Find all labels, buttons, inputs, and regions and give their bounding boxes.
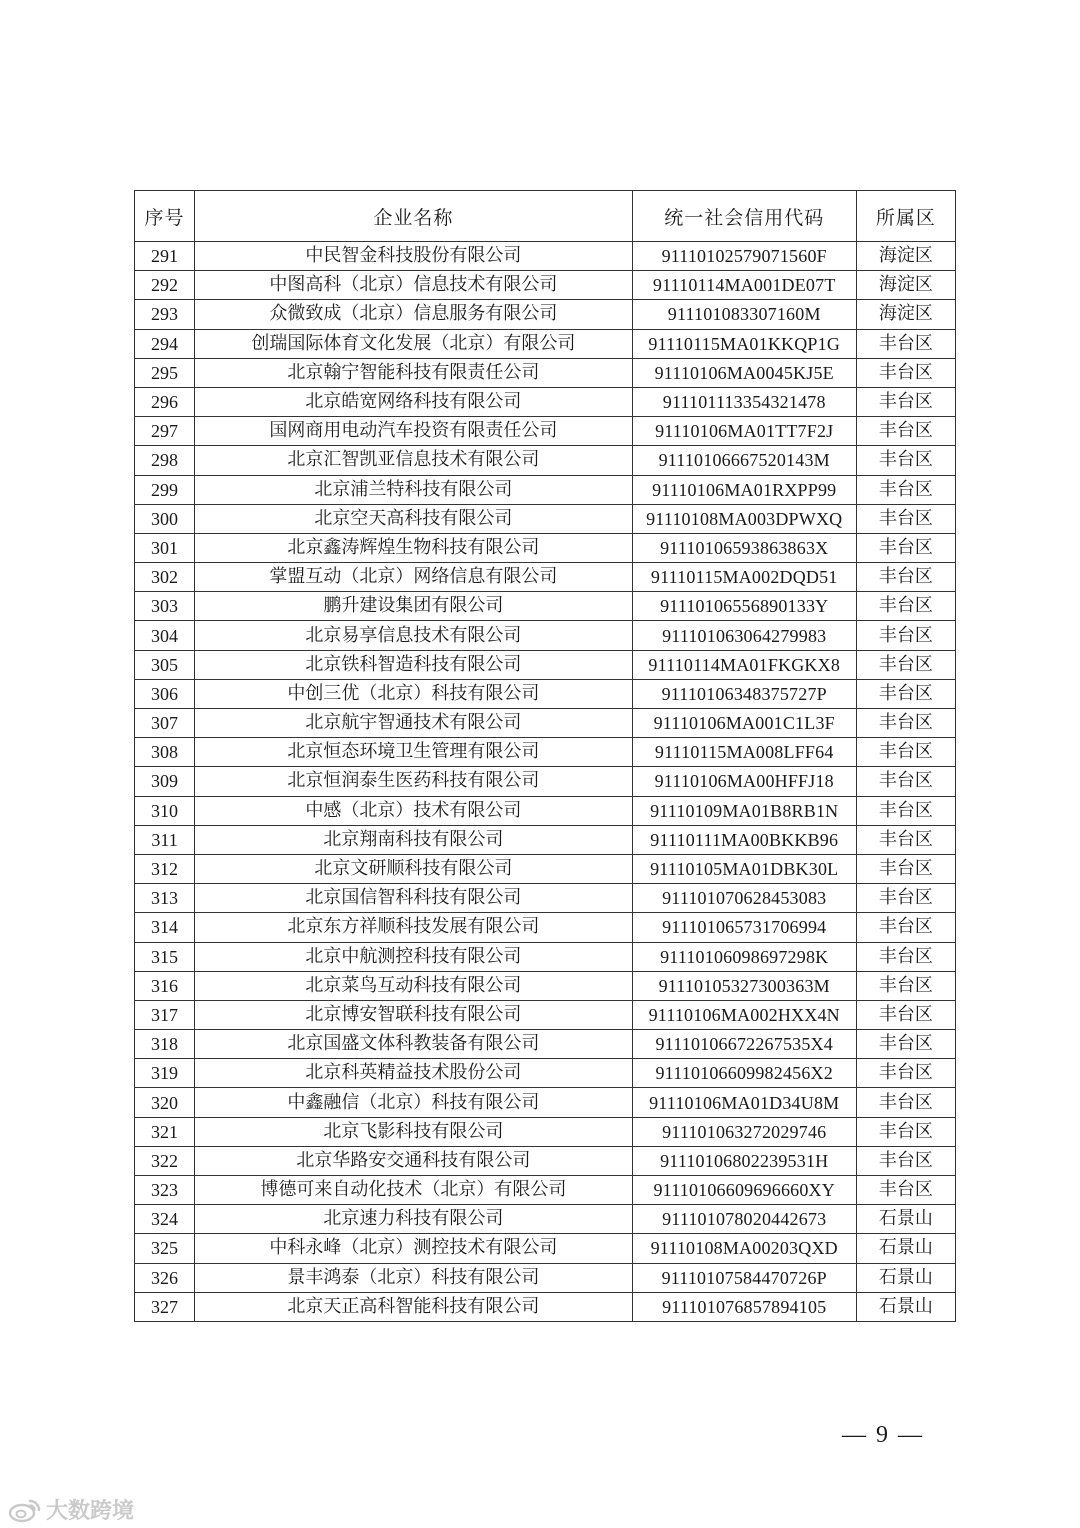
table-row <box>135 417 956 446</box>
cell-seq: 300 <box>135 504 195 533</box>
cell-district: 丰台区 <box>856 825 955 854</box>
cell-seq: 299 <box>135 475 195 504</box>
cell-credit-code: 911101083307160M <box>632 300 856 329</box>
cell-credit-code: 91110102579071560F <box>632 242 856 271</box>
cell-seq: 324 <box>135 1205 195 1234</box>
cell-company-name: 北京铁科智造科技有限公司 <box>195 650 633 679</box>
cell-credit-code: 91110107584470726P <box>632 1263 856 1292</box>
cell-seq: 297 <box>135 417 195 446</box>
cell-credit-code: 91110106609696660XY <box>632 1176 856 1205</box>
cell-company-name: 中科永峰（北京）测控技术有限公司 <box>195 1234 633 1263</box>
cell-credit-code: 91110105327300363M <box>632 971 856 1000</box>
cell-seq: 322 <box>135 1146 195 1175</box>
cell-credit-code: 91110106802239531H <box>632 1146 856 1175</box>
table-row <box>135 884 956 913</box>
table-row <box>135 1205 956 1234</box>
table-row <box>135 679 956 708</box>
cell-seq: 314 <box>135 913 195 942</box>
cell-district: 海淀区 <box>856 242 955 271</box>
cell-seq: 296 <box>135 387 195 416</box>
cell-company-name: 掌盟互动（北京）网络信息有限公司 <box>195 563 633 592</box>
cell-seq: 313 <box>135 884 195 913</box>
cell-district: 丰台区 <box>856 913 955 942</box>
cell-credit-code: 91110106MA00HFFJ18 <box>632 767 856 796</box>
cell-company-name: 创瑞国际体育文化发展（北京）有限公司 <box>195 329 633 358</box>
cell-district: 丰台区 <box>856 358 955 387</box>
cell-credit-code: 91110108MA00203QXD <box>632 1234 856 1263</box>
cell-credit-code: 91110111MA00BKKB96 <box>632 825 856 854</box>
table-row <box>135 738 956 767</box>
cell-seq: 292 <box>135 271 195 300</box>
cell-company-name: 中感（北京）技术有限公司 <box>195 796 633 825</box>
cell-seq: 291 <box>135 242 195 271</box>
table-row <box>135 971 956 1000</box>
table-row <box>135 709 956 738</box>
cell-company-name: 北京航宇智通技术有限公司 <box>195 709 633 738</box>
table-row <box>135 942 956 971</box>
cell-credit-code: 91110106667520143M <box>632 446 856 475</box>
table-row <box>135 271 956 300</box>
table-row <box>135 1263 956 1292</box>
table-row <box>135 1234 956 1263</box>
cell-seq: 315 <box>135 942 195 971</box>
cell-district: 丰台区 <box>856 884 955 913</box>
cell-company-name: 北京易享信息技术有限公司 <box>195 621 633 650</box>
cell-district: 丰台区 <box>856 1117 955 1146</box>
cell-seq: 310 <box>135 796 195 825</box>
table-row <box>135 563 956 592</box>
cell-company-name: 北京空天高科技有限公司 <box>195 504 633 533</box>
page-number: — 9 — <box>842 1422 924 1448</box>
table-row <box>135 1292 956 1321</box>
table-row <box>135 1088 956 1117</box>
cell-credit-code: 911101076857894105 <box>632 1292 856 1321</box>
cell-company-name: 北京皓宽网络科技有限公司 <box>195 387 633 416</box>
cell-seq: 326 <box>135 1263 195 1292</box>
header-district: 所属区 <box>856 191 955 242</box>
cell-district: 丰台区 <box>856 329 955 358</box>
cell-seq: 325 <box>135 1234 195 1263</box>
cell-company-name: 北京翰宁智能科技有限责任公司 <box>195 358 633 387</box>
cell-credit-code: 91110106MA001C1L3F <box>632 709 856 738</box>
cell-credit-code: 91110114MA01FKGKX8 <box>632 650 856 679</box>
table-row <box>135 358 956 387</box>
cell-credit-code: 91110115MA002DQD51 <box>632 563 856 592</box>
cell-seq: 323 <box>135 1176 195 1205</box>
cell-district: 丰台区 <box>856 563 955 592</box>
cell-seq: 306 <box>135 679 195 708</box>
header-name: 企业名称 <box>195 191 633 242</box>
cell-district: 海淀区 <box>856 300 955 329</box>
cell-credit-code: 91110108MA003DPWXQ <box>632 504 856 533</box>
cell-credit-code: 91110106556890133Y <box>632 592 856 621</box>
cell-district: 丰台区 <box>856 1088 955 1117</box>
table-row <box>135 650 956 679</box>
cell-district: 丰台区 <box>856 796 955 825</box>
cell-district: 丰台区 <box>856 942 955 971</box>
table-row <box>135 796 956 825</box>
cell-credit-code: 911101063272029746 <box>632 1117 856 1146</box>
cell-district: 石景山 <box>856 1263 955 1292</box>
enterprise-list-table <box>134 190 956 1322</box>
table-row <box>135 533 956 562</box>
cell-credit-code: 91110106098697298K <box>632 942 856 971</box>
cell-credit-code: 911101078020442673 <box>632 1205 856 1234</box>
cell-district: 丰台区 <box>856 738 955 767</box>
cell-credit-code: 91110105MA01DBK30L <box>632 854 856 883</box>
cell-seq: 319 <box>135 1059 195 1088</box>
cell-company-name: 北京翔南科技有限公司 <box>195 825 633 854</box>
cell-seq: 294 <box>135 329 195 358</box>
cell-company-name: 中鑫融信（北京）科技有限公司 <box>195 1088 633 1117</box>
cell-credit-code: 91110114MA001DE07T <box>632 271 856 300</box>
cell-company-name: 鹏升建设集团有限公司 <box>195 592 633 621</box>
cell-company-name: 北京文研顺科技有限公司 <box>195 854 633 883</box>
cell-seq: 317 <box>135 1000 195 1029</box>
header-seq: 序号 <box>135 191 195 242</box>
table-body <box>135 242 956 1322</box>
cell-district: 丰台区 <box>856 446 955 475</box>
cell-seq: 309 <box>135 767 195 796</box>
cell-company-name: 北京科英精益技术股份公司 <box>195 1059 633 1088</box>
cell-district: 丰台区 <box>856 504 955 533</box>
cell-seq: 301 <box>135 533 195 562</box>
table-row <box>135 1117 956 1146</box>
weibo-logo-icon <box>8 1497 42 1523</box>
cell-credit-code: 91110106593863863X <box>632 533 856 562</box>
cell-company-name: 北京天正高科智能科技有限公司 <box>195 1292 633 1321</box>
cell-credit-code: 91110106MA01D34U8M <box>632 1088 856 1117</box>
cell-district: 丰台区 <box>856 475 955 504</box>
cell-district: 丰台区 <box>856 1176 955 1205</box>
cell-seq: 318 <box>135 1030 195 1059</box>
watermark <box>8 1494 134 1525</box>
cell-credit-code: 91110106609982456X2 <box>632 1059 856 1088</box>
table-row <box>135 1176 956 1205</box>
cell-district: 丰台区 <box>856 387 955 416</box>
cell-company-name: 北京博安智联科技有限公司 <box>195 1000 633 1029</box>
cell-company-name: 景丰鸿泰（北京）科技有限公司 <box>195 1263 633 1292</box>
cell-seq: 311 <box>135 825 195 854</box>
table-row <box>135 854 956 883</box>
cell-credit-code: 91110106MA002HXX4N <box>632 1000 856 1029</box>
cell-district: 丰台区 <box>856 1146 955 1175</box>
cell-company-name: 北京浦兰特科技有限公司 <box>195 475 633 504</box>
cell-district: 丰台区 <box>856 767 955 796</box>
cell-company-name: 中图高科（北京）信息技术有限公司 <box>195 271 633 300</box>
cell-district: 丰台区 <box>856 1030 955 1059</box>
cell-company-name: 北京鑫涛辉煌生物科技有限公司 <box>195 533 633 562</box>
cell-credit-code: 91110106MA01RXPP99 <box>632 475 856 504</box>
cell-seq: 320 <box>135 1088 195 1117</box>
cell-company-name: 北京速力科技有限公司 <box>195 1205 633 1234</box>
table-row <box>135 825 956 854</box>
cell-company-name: 北京华路安交通科技有限公司 <box>195 1146 633 1175</box>
cell-company-name: 北京汇智凯亚信息技术有限公司 <box>195 446 633 475</box>
table-row <box>135 1146 956 1175</box>
cell-company-name: 中创三优（北京）科技有限公司 <box>195 679 633 708</box>
cell-credit-code: 911101065731706994 <box>632 913 856 942</box>
cell-district: 丰台区 <box>856 533 955 562</box>
cell-district: 海淀区 <box>856 271 955 300</box>
cell-company-name: 中民智金科技股份有限公司 <box>195 242 633 271</box>
cell-company-name: 北京恒润泰生医药科技有限公司 <box>195 767 633 796</box>
table-row <box>135 1059 956 1088</box>
cell-credit-code: 91110109MA01B8RB1N <box>632 796 856 825</box>
cell-seq: 295 <box>135 358 195 387</box>
cell-seq: 308 <box>135 738 195 767</box>
table-row <box>135 475 956 504</box>
table-row <box>135 387 956 416</box>
table-header-row <box>135 191 956 242</box>
table-row <box>135 504 956 533</box>
cell-company-name: 北京中航测控科技有限公司 <box>195 942 633 971</box>
cell-company-name: 博德可来自动化技术（北京）有限公司 <box>195 1176 633 1205</box>
cell-seq: 307 <box>135 709 195 738</box>
cell-company-name: 北京东方祥顺科技发展有限公司 <box>195 913 633 942</box>
cell-credit-code: 911101113354321478 <box>632 387 856 416</box>
cell-credit-code: 91110106MA0045KJ5E <box>632 358 856 387</box>
cell-seq: 327 <box>135 1292 195 1321</box>
table-row <box>135 242 956 271</box>
cell-seq: 305 <box>135 650 195 679</box>
cell-credit-code: 91110115MA01KKQP1G <box>632 329 856 358</box>
cell-district: 丰台区 <box>856 1000 955 1029</box>
cell-company-name: 北京国盛文体科教装备有限公司 <box>195 1030 633 1059</box>
cell-credit-code: 91110115MA008LFF64 <box>632 738 856 767</box>
cell-district: 丰台区 <box>856 650 955 679</box>
cell-district: 丰台区 <box>856 854 955 883</box>
table-row <box>135 767 956 796</box>
cell-seq: 302 <box>135 563 195 592</box>
cell-seq: 316 <box>135 971 195 1000</box>
cell-district: 石景山 <box>856 1234 955 1263</box>
header-code: 统一社会信用代码 <box>632 191 856 242</box>
cell-company-name: 北京国信智科科技有限公司 <box>195 884 633 913</box>
cell-district: 丰台区 <box>856 417 955 446</box>
cell-company-name: 众微致成（北京）信息服务有限公司 <box>195 300 633 329</box>
cell-seq: 312 <box>135 854 195 883</box>
cell-company-name: 北京恒态环境卫生管理有限公司 <box>195 738 633 767</box>
cell-credit-code: 911101063064279983 <box>632 621 856 650</box>
cell-credit-code: 911101070628453083 <box>632 884 856 913</box>
cell-credit-code: 91110106348375727P <box>632 679 856 708</box>
cell-seq: 303 <box>135 592 195 621</box>
table-row <box>135 1030 956 1059</box>
cell-seq: 321 <box>135 1117 195 1146</box>
cell-district: 丰台区 <box>856 971 955 1000</box>
cell-company-name: 北京菜鸟互动科技有限公司 <box>195 971 633 1000</box>
table-row <box>135 329 956 358</box>
table-row <box>135 913 956 942</box>
cell-district: 丰台区 <box>856 679 955 708</box>
cell-district: 丰台区 <box>856 709 955 738</box>
cell-credit-code: 91110106672267535X4 <box>632 1030 856 1059</box>
cell-district: 石景山 <box>856 1205 955 1234</box>
table-row <box>135 300 956 329</box>
cell-district: 丰台区 <box>856 621 955 650</box>
cell-credit-code: 91110106MA01TT7F2J <box>632 417 856 446</box>
table-row <box>135 592 956 621</box>
table-row <box>135 621 956 650</box>
cell-seq: 304 <box>135 621 195 650</box>
cell-district: 石景山 <box>856 1292 955 1321</box>
table-row <box>135 446 956 475</box>
watermark-text: 大数跨境 <box>46 1499 135 1524</box>
cell-company-name: 国网商用电动汽车投资有限责任公司 <box>195 417 633 446</box>
cell-district: 丰台区 <box>856 1059 955 1088</box>
cell-seq: 298 <box>135 446 195 475</box>
table-row <box>135 1000 956 1029</box>
cell-district: 丰台区 <box>856 592 955 621</box>
cell-seq: 293 <box>135 300 195 329</box>
cell-company-name: 北京飞影科技有限公司 <box>195 1117 633 1146</box>
